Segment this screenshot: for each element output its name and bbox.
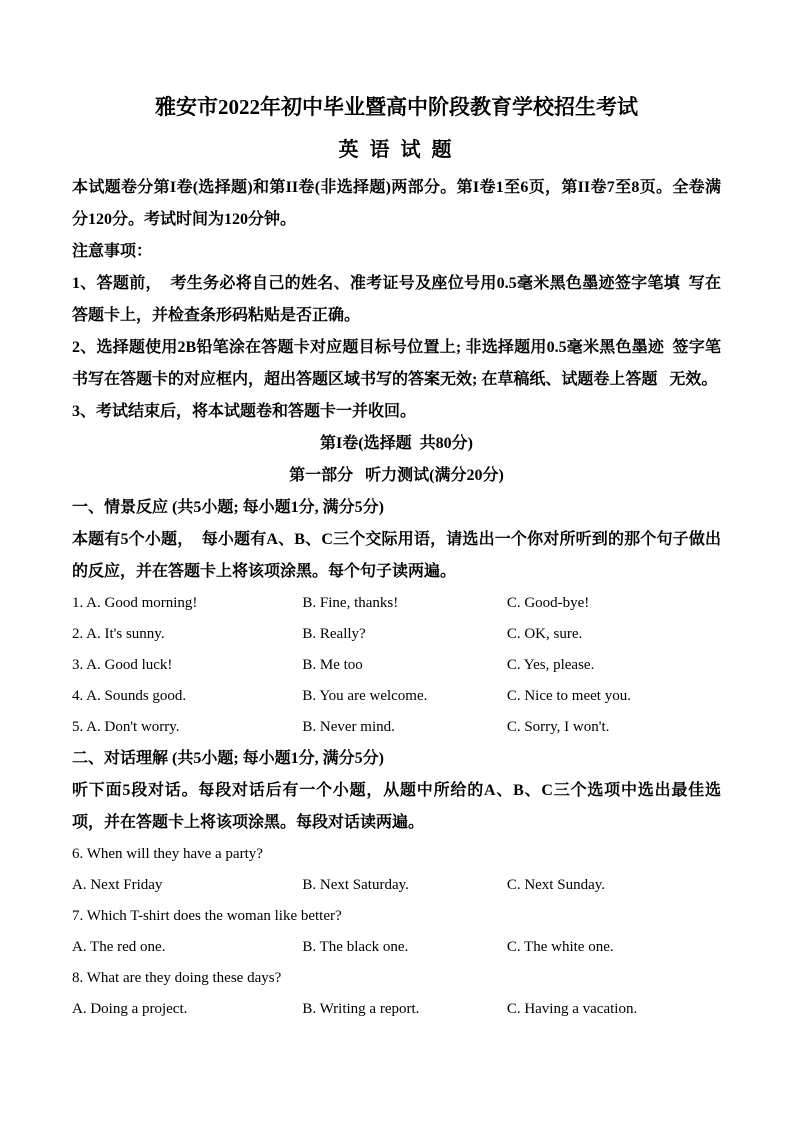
question-6-text: 6. When will they have a party? xyxy=(72,846,263,862)
listening-item-row-5 xyxy=(72,712,721,743)
option-a: 2. A. It's sunny. xyxy=(72,626,165,642)
option-b: B. Never mind. xyxy=(302,719,395,735)
option-b: B. You are welcome. xyxy=(302,688,428,704)
option-c: C. The white one. xyxy=(506,939,614,955)
option-a: A. Doing a project. xyxy=(72,1001,188,1017)
notice-heading: 注意事项： xyxy=(72,243,153,260)
question-8-text: 8. What are they doing these days? xyxy=(72,970,282,986)
option-c: C. Sorry, I won't. xyxy=(506,719,610,735)
option-c: C. Nice to meet you. xyxy=(506,688,631,704)
notice-item-3: 3、考试结束后，将本试题卷和答题卡一并收回。 xyxy=(72,403,417,420)
listening-item-row-1 xyxy=(72,588,721,619)
part-heading: 第一部分 听力测试(满分20分) xyxy=(289,467,504,484)
question-6-options-row xyxy=(72,870,721,901)
notice-item-2: 2、选择题使用2B铅笔涂在答题卡对应题目标号位置上; 非选择题用0.5毫米黑色墨迹 签字笔书写在答题卡的对应框内，超出答题区域书写的答案无效; 在草稿纸、试题卷上答题 无效。 xyxy=(72,339,721,388)
question-8-options-row xyxy=(72,994,721,1025)
exam-title: 雅安市2022年初中毕业暨高中阶段教育学校招生考试 xyxy=(155,95,638,119)
task1-heading: 一、情景反应 (共5小题; 每小题1分, 满分5分) xyxy=(72,499,384,516)
option-b: B. Writing a report. xyxy=(302,1001,420,1017)
option-a: 3. A. Good luck! xyxy=(72,657,173,673)
exam-subject-title: 英 语 试 题 xyxy=(338,139,455,161)
listening-item-row-2 xyxy=(72,619,721,650)
option-c: C. Yes, please. xyxy=(506,657,595,673)
option-c: C. Next Sunday. xyxy=(506,877,606,893)
exam-intro: 本试题卷分第I卷(选择题)和第II卷(非选择题)两部分。第I卷1至6页，第II卷7至8页。全卷满分120分。考试时间为120分钟。 xyxy=(72,179,721,228)
question-7-text: 7. Which T-shirt does the woman like better? xyxy=(72,908,342,924)
option-a: 5. A. Don't worry. xyxy=(72,719,180,735)
task2-heading: 二、对话理解 (共5小题; 每小题1分, 满分5分) xyxy=(72,750,384,767)
option-a: A. The red one. xyxy=(72,939,166,955)
option-b: B. Really? xyxy=(302,626,366,642)
option-a: 1. A. Good morning! xyxy=(72,595,198,611)
option-c: C. Having a vacation. xyxy=(506,1001,638,1017)
option-c: C. OK, sure. xyxy=(506,626,583,642)
task1-description: 本题有5个小题， 每小题有A、B、C三个交际用语，请选出一个你对所听到的那个句子做出的反应，并在答题卡上将该项涂黑。每个句子读两遍。 xyxy=(72,531,721,580)
listening-item-row-4 xyxy=(72,681,721,712)
task2-description: 听下面5段对话。每段对话后有一个小题，从题中所给的A、B、C三个选项中选出最佳选项，并在答题卡上将该项涂黑。每段对话读两遍。 xyxy=(72,782,721,831)
question-7-options-row xyxy=(72,932,721,963)
option-b: B. Next Saturday. xyxy=(302,877,409,893)
option-c: C. Good-bye! xyxy=(506,595,590,611)
notice-item-1: 1、答题前， 考生务必将自己的姓名、准考证号及座位号用0.5毫米黑色墨迹签字笔填 写在答题卡上，并检查条形码粘贴是否正确。 xyxy=(72,275,721,324)
listening-item-row-3 xyxy=(72,650,721,681)
volume-heading: 第I卷(选择题 共80分) xyxy=(320,435,473,452)
option-b: B. The black one. xyxy=(302,939,409,955)
option-b: B. Me too xyxy=(302,657,363,673)
option-a: A. Next Friday xyxy=(72,877,163,893)
option-a: 4. A. Sounds good. xyxy=(72,688,187,704)
option-b: B. Fine, thanks! xyxy=(302,595,399,611)
